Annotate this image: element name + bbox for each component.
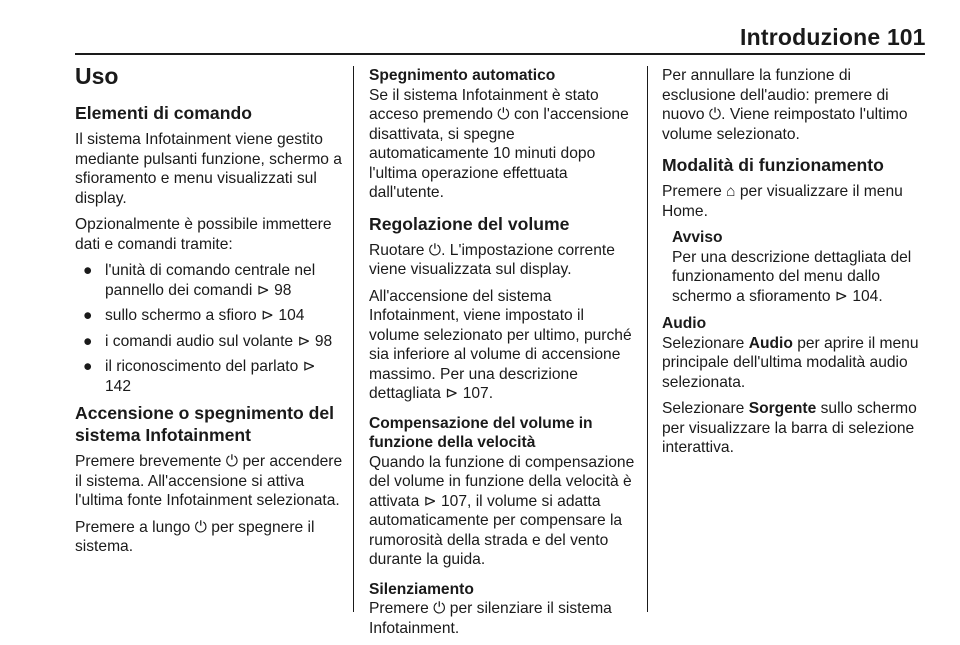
heading-modes: Modalità di funzionamento (662, 155, 884, 175)
heading-controls: Elementi di comando (75, 103, 252, 123)
note-text: Per una descrizione dettagliata del funzionamento del menu dallo schermo a sfioramento ⊳ 104. (672, 248, 912, 305)
paragraph: Per annullare la funzione di esclusione dell'audio: premere di nuovo ⏻. Viene reimpostato l'ultimo volume selezionato. (662, 67, 908, 143)
heading-audio: Audio (662, 315, 707, 332)
note-heading: Avviso (672, 229, 723, 246)
column-3 (662, 66, 928, 465)
bullet-icon: ● (83, 307, 93, 324)
heading-speed-volume: Compensazione del volume in funzione della velocità (369, 414, 593, 451)
page-number: 101 (887, 24, 926, 50)
paragraph: Ruotare ⏻. L'impostazione corrente viene visualizzata sul display. (369, 241, 615, 278)
paragraph: Premere a lungo ⏻ per spegnere il sistema. (75, 518, 315, 555)
heading-mute: Silenziamento (369, 580, 474, 598)
paragraph: Selezionare Sorgente sullo schermo per visualizzare la barra di selezione interattiva. (662, 400, 917, 456)
note-box (662, 228, 928, 306)
paragraph: Premere ⏻ per silenziare il sistema Infotainment. (369, 600, 612, 637)
column-1 (75, 62, 345, 564)
paragraph: Premere ⌂ per visualizzare il menu Home. (662, 183, 903, 220)
heading-power: Accensione o spegnimento del sistema Infotainment (75, 403, 335, 445)
bullet-icon: ● (83, 332, 93, 350)
paragraph: Opzionalmente è possibile immettere dati e comandi tramite: (75, 216, 332, 253)
list-item: ● sullo schermo a sfioro ⊳ 104 (83, 307, 305, 324)
list-item: ● i comandi audio sul volante ⊳ 98 (83, 332, 333, 350)
column-divider-1 (353, 66, 354, 612)
column-divider-2 (647, 66, 648, 612)
page-header-title: Introduzione (740, 24, 881, 50)
paragraph: Il sistema Infotainment viene gestito mediante pulsanti funzione, schermo a sfioramento e menu visualizzati sul display. (75, 131, 342, 207)
paragraph: Selezionare Audio per aprire il menu principale dell'ultima modalità audio selezionata. (662, 334, 919, 391)
bullet-icon: ● (83, 358, 93, 375)
heading-volume: Regolazione del volume (369, 213, 570, 234)
section-title: Uso (75, 63, 119, 89)
list-item: ● l'unità di comando centrale nel pannello dei comandi ⊳ 98 (83, 262, 316, 299)
paragraph: Quando la funzione di compensazione del volume in funzione della velocità è attivata ⊳ 107, il volume si adatta automaticamente per compensare la rumorosità della strada e del vento durante la guida. (369, 453, 635, 568)
bullet-list (75, 261, 345, 396)
paragraph: All'accensione del sistema Infotainment, viene impostato il volume selezionato per ultimo, purché sia inferiore al volume di accensione massimo. Per una descrizione dettagliata ⊳ 107. (369, 287, 632, 402)
list-item: ● il riconoscimento del parlato ⊳ 142 (83, 358, 316, 395)
column-2 (369, 66, 635, 645)
paragraph: Se il sistema Infotainment è stato acceso premendo ⏻ con l'accensione disattivata, si spegne automaticamente 10 minuti dopo l'ultima operazione effettuata dall'utente. (369, 86, 629, 201)
header-rule (75, 53, 925, 55)
paragraph: Premere brevemente ⏻ per accendere il sistema. All'accensione si attiva l'ultima fonte Infotainment selezionata. (75, 453, 343, 509)
heading-auto-off: Spegnimento automatico (369, 67, 556, 84)
bullet-icon: ● (83, 262, 93, 279)
